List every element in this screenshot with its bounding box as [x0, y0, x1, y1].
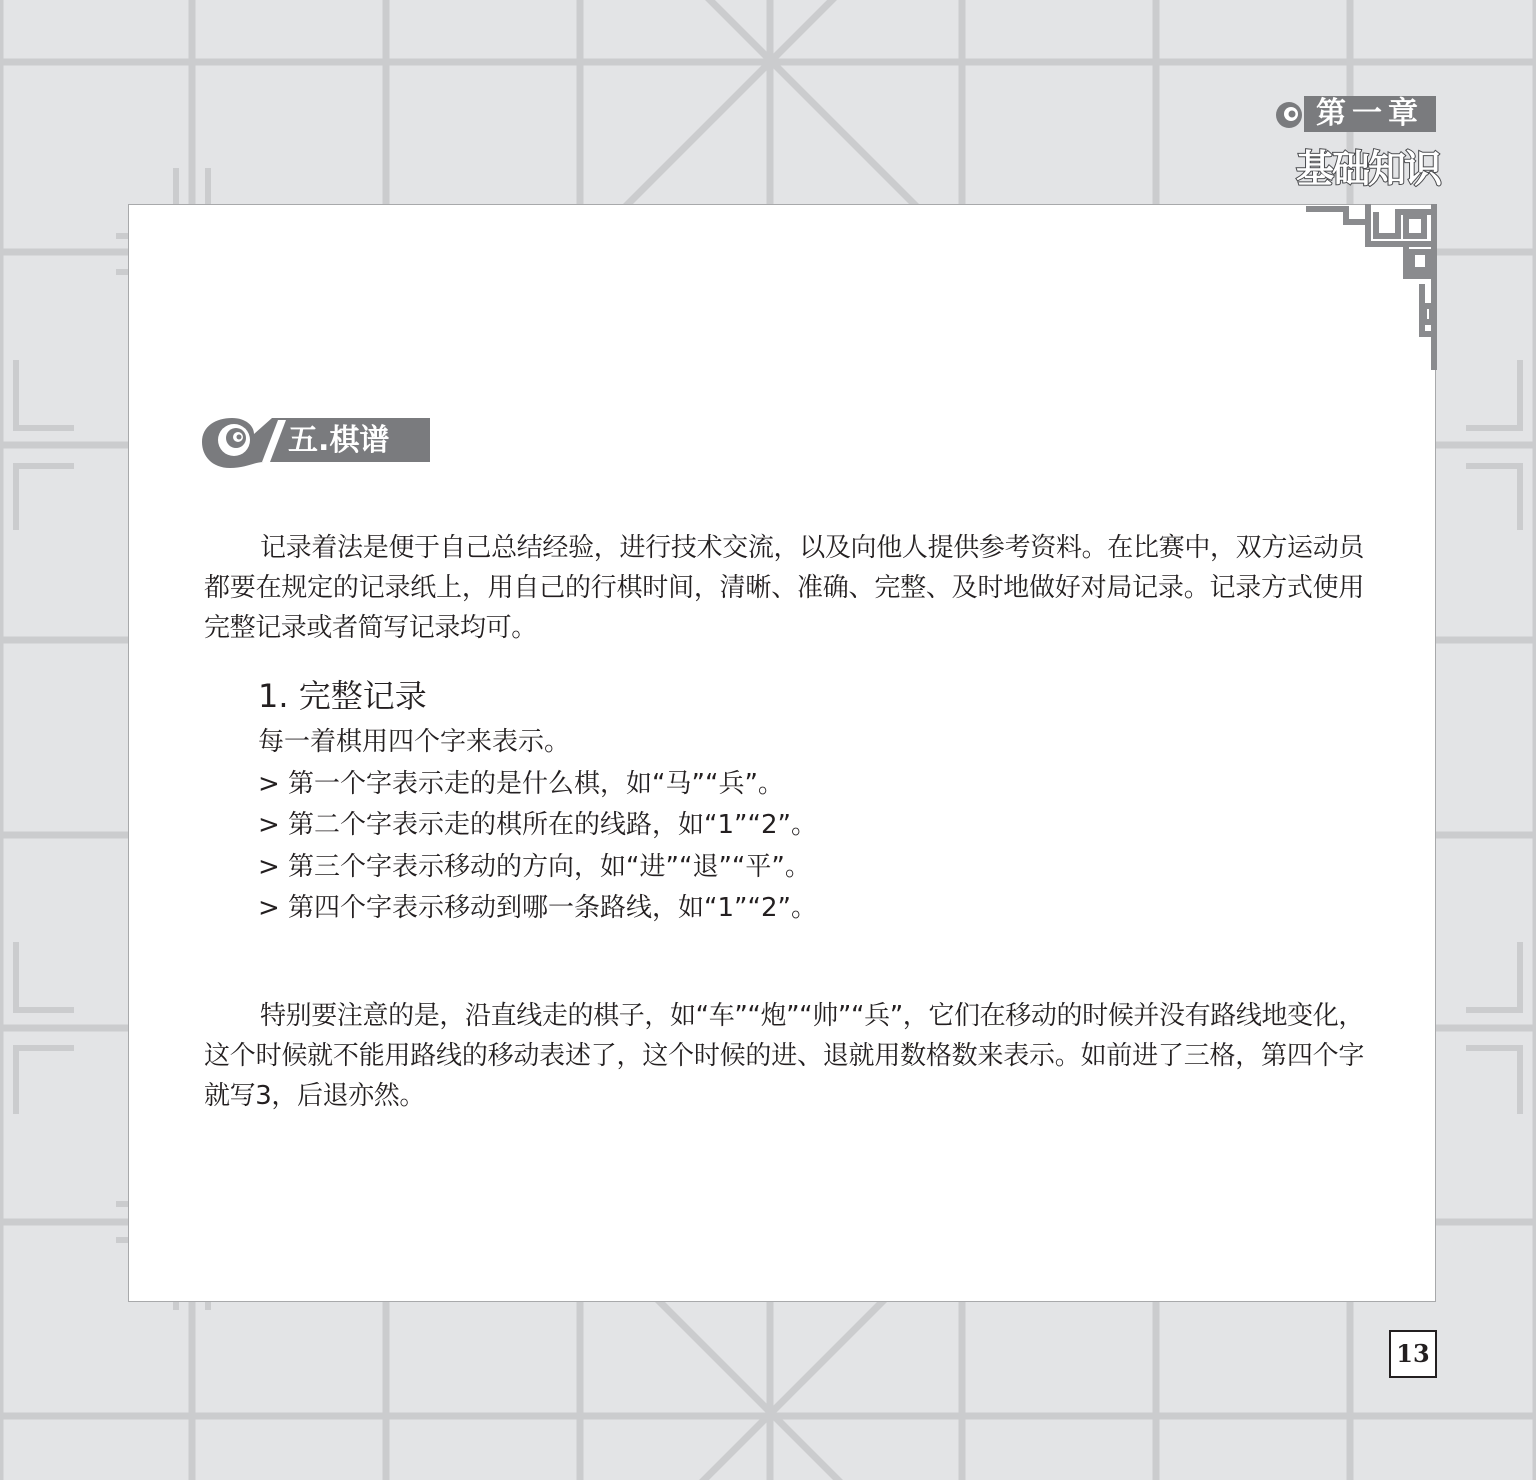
list-item: > 第一个字表示走的是什么棋，如“马”“兵”。: [258, 768, 784, 799]
cloud-icon: [1274, 100, 1304, 130]
list-item: > 第三个字表示移动的方向，如“进”“退”“平”。: [258, 851, 811, 882]
corner-ornament: [1306, 204, 1440, 370]
chapter-subtitle: 基础知识: [1295, 147, 1440, 191]
note-paragraph: 特别要注意的是，沿直线走的棋子，如“车”“炮”“帅”“兵”，它们在移动的时候并没有路线地变化，这个时候就不能用路线的移动表述了，这个时候的进、退就用数格数来表示。如前进了三格，第四个字就写3，后退亦然。: [204, 1001, 1364, 1111]
chapter-label: 第一章: [1304, 96, 1436, 132]
rule-list: [258, 722, 817, 930]
chapter-tag: [1282, 96, 1438, 134]
list-item: 每一着棋用四个字来表示。: [258, 727, 571, 757]
page-number: 13: [1389, 1330, 1437, 1378]
list-item: > 第二个字表示走的棋所在的线路，如“1”“2”。: [258, 810, 818, 840]
subsection-title: 1. 完整记录: [258, 677, 427, 715]
intro-paragraph: 记录着法是便于自己总结经验，进行技术交流，以及向他人提供参考资料。在比赛中，双方运动员都要在规定的记录纸上，用自己的行棋时间，清晰、准确、完整、及时地做好对局记录。记录方式使用完整记录或者简写记录均可。: [204, 533, 1364, 643]
list-item: > 第四个字表示移动到哪一条路线，如“1”“2”。: [258, 893, 818, 923]
section-title: 五.棋谱: [288, 423, 390, 458]
